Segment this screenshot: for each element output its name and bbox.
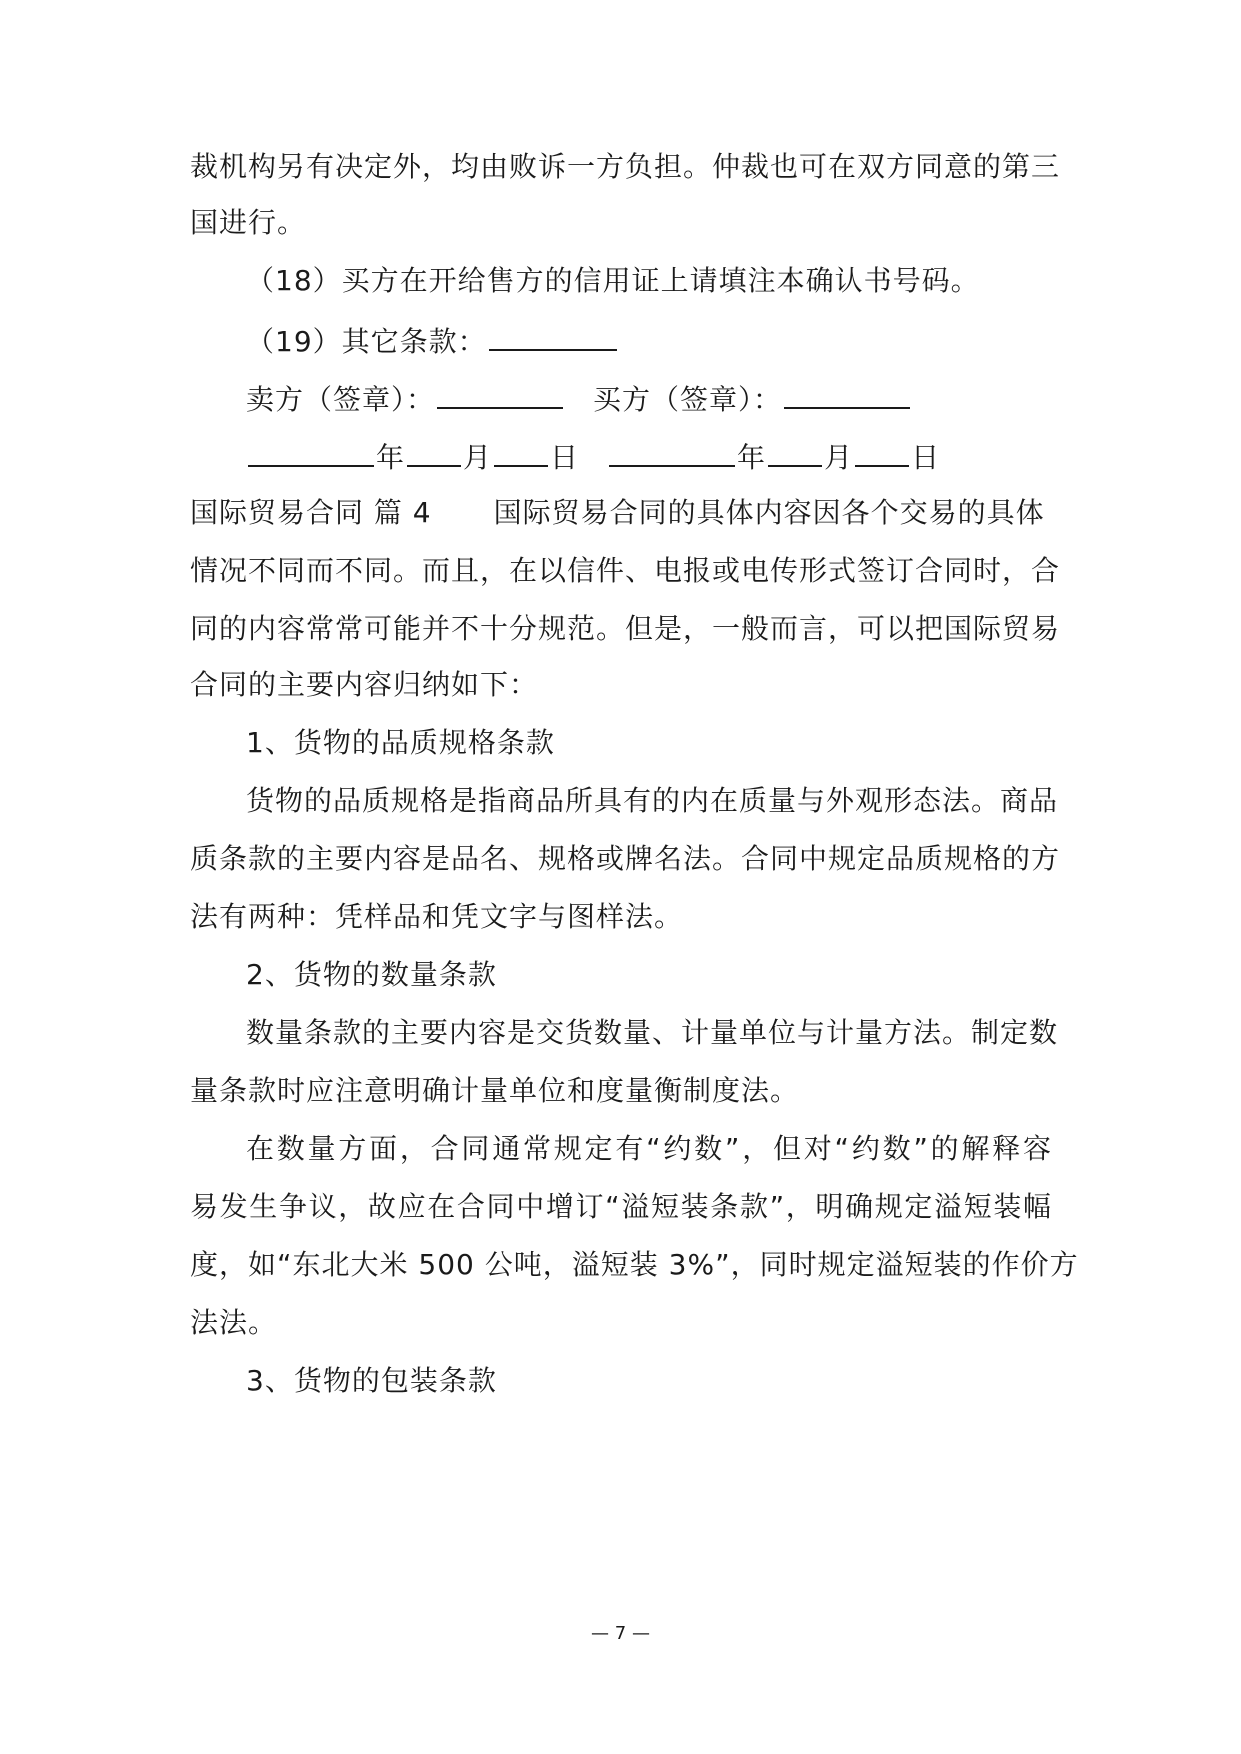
other-terms-blank: [489, 321, 617, 351]
buyer-signature-label: 买方（签章）：: [593, 383, 783, 416]
buyer-day-blank: [855, 437, 909, 467]
section-heading: 国际贸易合同 篇 4: [190, 496, 432, 529]
buyer-year-blank: [609, 437, 735, 467]
seller-month-blank: [407, 437, 461, 467]
buyer-signature-blank: [784, 379, 910, 409]
date-row: [246, 437, 940, 476]
day-label: 日: [550, 441, 580, 474]
page-number: — 7 —: [591, 1623, 650, 1644]
seller-year-blank: [248, 437, 374, 467]
paragraph-text: 国际贸易合同的具体内容因各个交易的具体: [493, 496, 1045, 529]
paragraph-line: 同的内容常常可能并不十分规范。但是，一般而言，可以把国际贸易: [190, 612, 1061, 645]
year-label: 年: [376, 441, 406, 474]
paragraph-line: 货物的品质规格是指商品所具有的内在质量与外观形态法。商品: [246, 784, 1059, 817]
paragraph-line: 度，如“东北大米 500 公吨，溢短装 3%”，同时规定溢短装的作价方: [190, 1248, 1079, 1281]
subheading-packing: 3、货物的包装条款: [246, 1364, 497, 1397]
paragraph-line: 法法。: [190, 1306, 278, 1339]
seller-signature-blank: [437, 379, 563, 409]
paragraph-line: 易发生争议，故应在合同中增订“溢短装条款”，明确规定溢短装幅: [190, 1190, 1052, 1223]
section-intro-line: [190, 495, 1052, 531]
paragraph-line: 合同的主要内容归纳如下：: [190, 668, 539, 701]
seller-signature-label: 卖方（签章）：: [246, 383, 436, 416]
paragraph-line: 情况不同而不同。而且，在以信件、电报或电传形式签订合同时，合: [190, 554, 1061, 587]
signature-row: [246, 379, 912, 418]
clause-19: [246, 321, 619, 360]
paragraph-line: 法有两种：凭样品和凭文字与图样法。: [190, 900, 684, 933]
day-label: 日: [911, 441, 941, 474]
seller-day-blank: [494, 437, 548, 467]
month-label: 月: [824, 441, 854, 474]
year-label: 年: [737, 441, 767, 474]
paragraph-line: 质条款的主要内容是品名、规格或牌名法。合同中规定品质规格的方: [190, 842, 1061, 875]
clause-19-label: （19）其它条款：: [246, 325, 487, 358]
paragraph-line: 量条款时应注意明确计量单位和度量衡制度法。: [190, 1074, 800, 1107]
clause-18: （18）买方在开给售方的信用证上请填注本确认书号码。: [246, 264, 980, 297]
month-label: 月: [463, 441, 493, 474]
subheading-quantity: 2、货物的数量条款: [246, 958, 497, 991]
subheading-quality: 1、货物的品质规格条款: [246, 726, 555, 759]
paragraph-line: 数量条款的主要内容是交货数量、计量单位与计量方法。制定数: [246, 1016, 1059, 1049]
buyer-month-blank: [768, 437, 822, 467]
paragraph-line: 裁机构另有决定外，均由败诉一方负担。仲裁也可在双方同意的第三: [190, 150, 1061, 183]
paragraph-line: 在数量方面，合同通常规定有“约数”，但对“约数”的解释容: [246, 1132, 1052, 1165]
paragraph-line: 国进行。: [190, 206, 307, 239]
